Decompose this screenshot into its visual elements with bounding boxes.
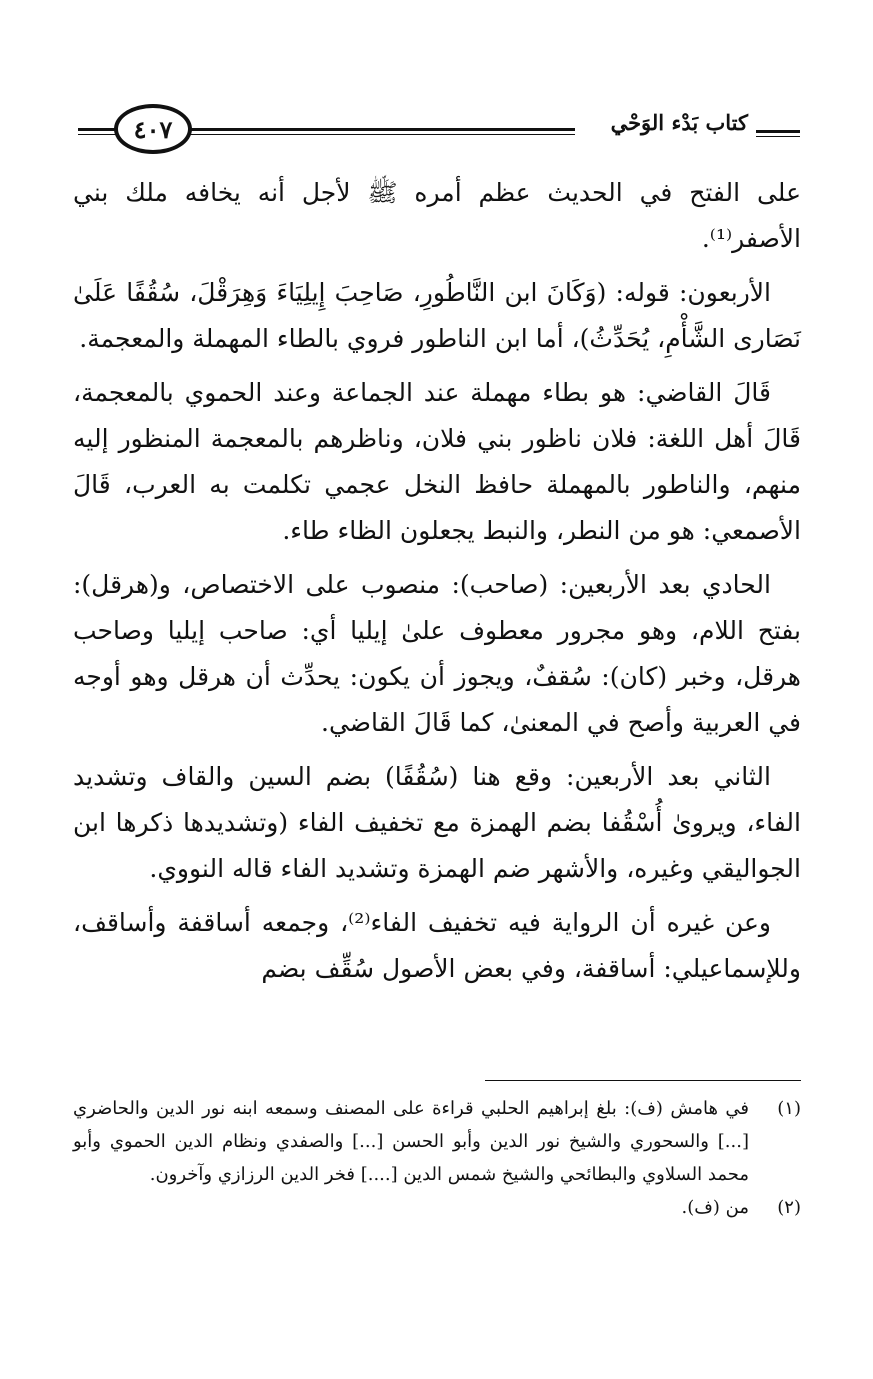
- footnote-number: (٢): [777, 1197, 801, 1218]
- page-number: ٤٠٧: [114, 104, 192, 154]
- footnotes: [73, 1092, 801, 1224]
- header-rule-left: [78, 128, 118, 131]
- header-rule-right: [756, 130, 800, 133]
- footnote-text: من (ف).: [681, 1197, 749, 1218]
- footnote-number: (١): [777, 1098, 801, 1119]
- paragraph: الأربعون: قوله: (وَكَانَ ابن النَّاطُورِ، صَاحِبَ إِيلِيَاءَ وَهِرَقْلَ، سُقُفًا عَلَىٰ نَصَارى الشَّأْمِ، يُحَدِّثُ)، أما ابن الناطور فروي بالطاء المهملة والمعجمة.: [73, 278, 801, 353]
- paragraph: وعن غيره أن الرواية فيه تخفيف الفاء⁽²⁾، وجمعه أساقفة وأساقف، وللإسماعيلي: أساقفة، وفي بعض الأصول سُقِّف بضم: [73, 908, 801, 983]
- footnote: [73, 1191, 801, 1224]
- running-header: [78, 100, 800, 156]
- footnote-separator: [485, 1080, 801, 1081]
- paragraph: على الفتح في الحديث عظم أمره ﷺ لأجل أنه يخافه ملك بني الأصفر⁽¹⁾.: [73, 178, 801, 253]
- footnote: [73, 1092, 801, 1191]
- header-rule-middle: [188, 128, 575, 131]
- main-text: [73, 170, 801, 1000]
- paragraph: الثاني بعد الأربعين: وقع هنا (سُقُفًا) بضم السين والقاف وتشديد الفاء، ويروىٰ أُسْقُفا بضم الهمزة مع تخفيف الفاء (وتشديدها ذكرها ابن الجواليقي وغيره، والأشهر ضم الهمزة وتشديد الفاء قاله النووي.: [73, 762, 801, 883]
- book-title: كتاب بَدْء الوَحْي: [610, 110, 748, 135]
- paragraph: الحادي بعد الأربعين: (صاحب): منصوب على الاختصاص، و(هرقل): بفتح اللام، وهو مجرور معطوف علىٰ إيليا أي: صاحب إيليا وصاحب هرقل، وخبر (كان): سُقفٌ، ويجوز أن يكون: يحدِّث أن هرقل وهو أوجه في العربية وأصح في المعنىٰ، كما قَالَ القاضي.: [73, 570, 801, 737]
- paragraph: قَالَ القاضي: هو بطاء مهملة عند الجماعة وعند الحموي بالمعجمة، قَالَ أهل اللغة: فلان ناظور بني فلان، وناظرهم بالمعجمة المنظور إليه منهم، والناطور بالمهملة حافظ النخل عجمي تكلمت به العرب، قَالَ الأصمعي: هو من النطر، والنبط يجعلون الظاء طاء.: [73, 378, 801, 545]
- footnote-text: في هامش (ف): بلغ إبراهيم الحلبي قراءة على المصنف وسمعه ابنه نور الدين والحاضري [...] والسحوري والشيخ نور الدين وأبو الحسن [...] والصفدي ونظام الدين الحموي وأبو محمد السلاوي والبطائحي والشيخ شمس الدين [....] فخر الدين الرزازي وآخرون.: [73, 1098, 749, 1185]
